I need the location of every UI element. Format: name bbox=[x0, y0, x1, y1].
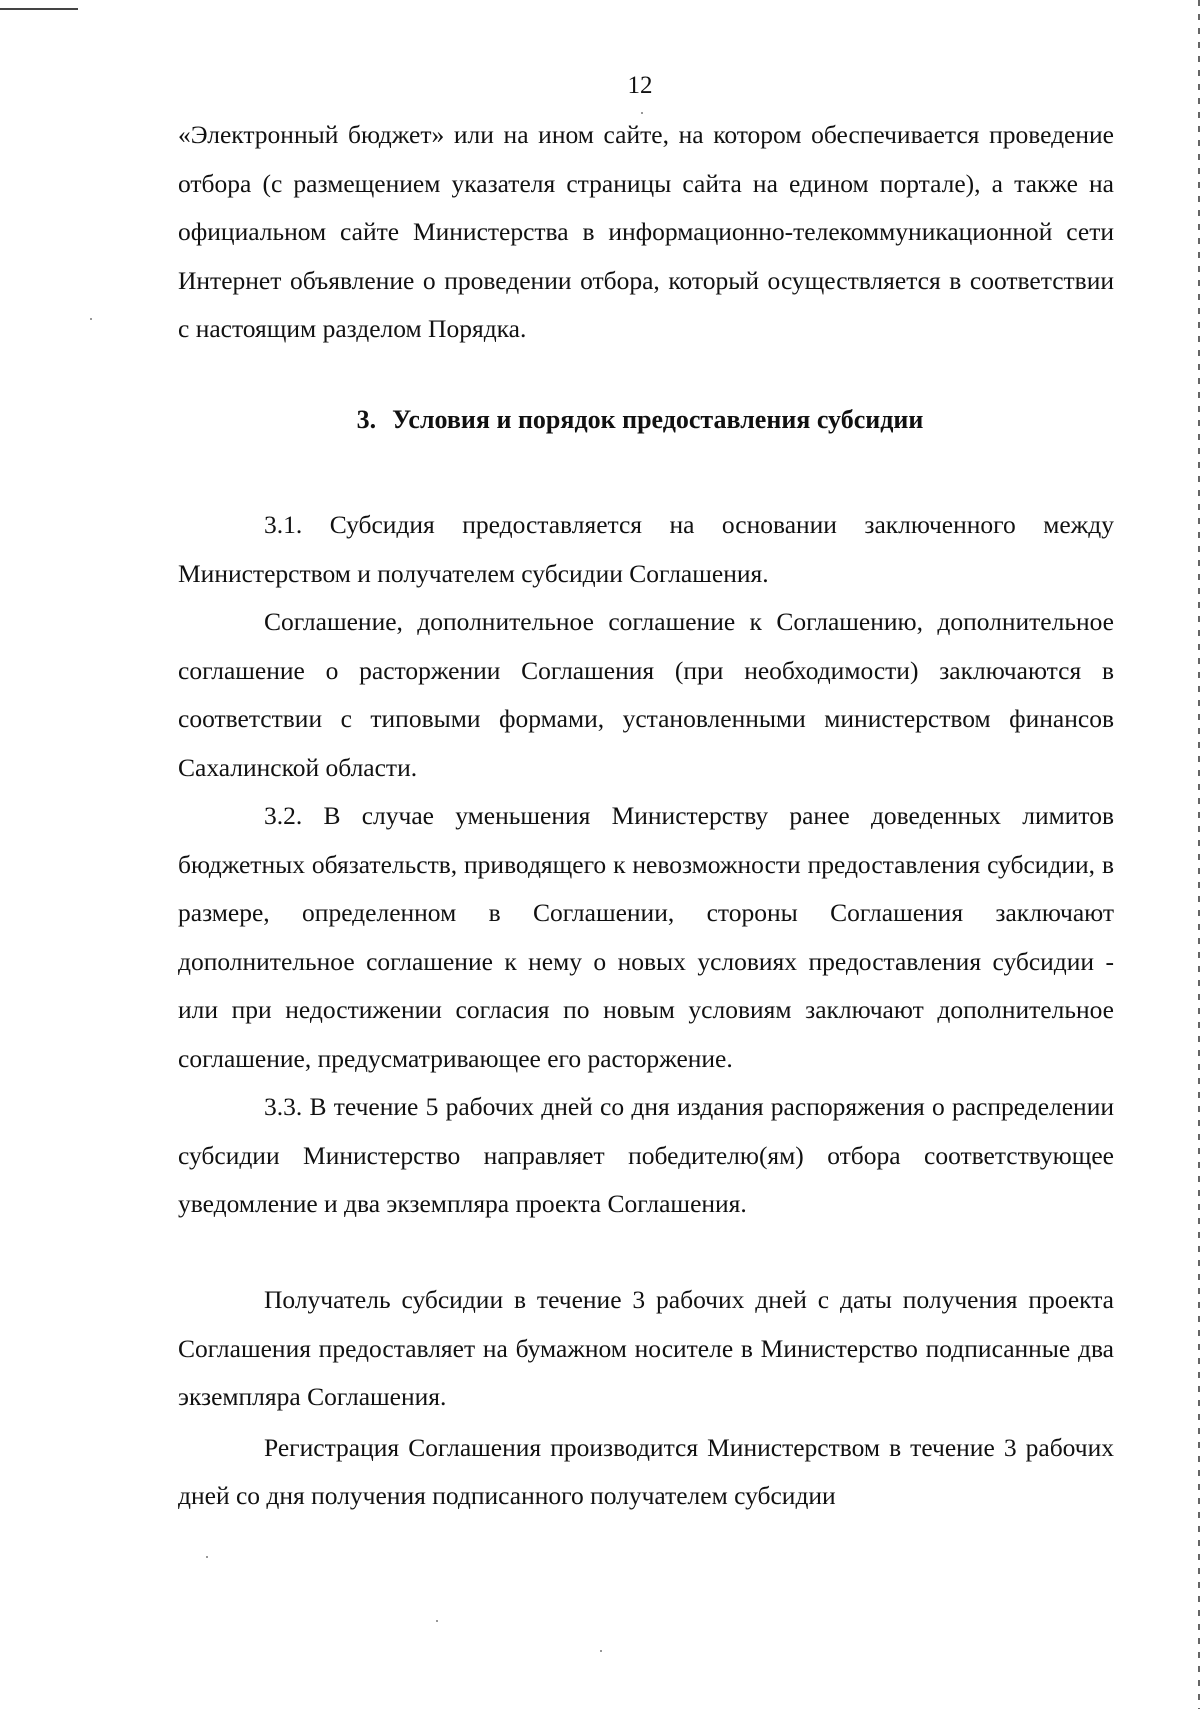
page-number: 12 bbox=[627, 72, 653, 99]
section-title: Условия и порядок предоставления субсидии bbox=[392, 405, 924, 434]
scan-speck bbox=[436, 1620, 438, 1622]
scan-speck bbox=[90, 318, 92, 320]
section-body bbox=[178, 501, 1114, 1229]
paragraph-recipient-signing: Получатель субсидии в течение 3 рабочих дней с даты получения проекта Соглашения предоставляет на бумажном носителе в Министерство подписанные два экземпляра Соглашения. bbox=[178, 1285, 1114, 1411]
paragraph-3-2: 3.2. В случае уменьшения Министерству ранее доведенных лимитов бюджетных обязательств, приводящего к невозможности предоставления субсидии, в размере, определенном в Соглашении, стороны Соглашения заключают дополнительное соглашение к нему о новых условиях предоставления субсидии - или при недостижении согласия по новым условиям заключают дополнительное соглашение, предусматривающее его расторжение. bbox=[178, 801, 1114, 1073]
paragraph-agreement-forms: Соглашение, дополнительное соглашение к Соглашению, дополнительное соглашение о расторжении Соглашения (при необходимости) заключаются в соответствии с типовыми формами, установленными министерством финансов Сахалинской области. bbox=[178, 607, 1114, 782]
paragraph-3-3: 3.3. В течение 5 рабочих дней со дня издания распоряжения о распределении субсидии Министерство направляет победителю(ям) отбора соответствующее уведомление и два экземпляра проекта Соглашения. bbox=[178, 1092, 1114, 1218]
paragraph-3-1: 3.1. Субсидия предоставляется на основании заключенного между Министерством и получателем субсидии Соглашения. bbox=[178, 510, 1114, 588]
scan-speck bbox=[206, 1556, 208, 1558]
intro-paragraph: «Электронный бюджет» или на ином сайте, на котором обеспечивается проведение отбора (с размещением указателя страницы сайта на едином портале), а также на официальном сайте Министерства в информационно-телекоммуникационной сети Интернет объявление о проведении отбора, который осуществляется в соответствии с настоящим разделом Порядка. bbox=[178, 120, 1114, 343]
paragraph-registration: Регистрация Соглашения производится Министерством в течение 3 рабочих дней со дня получения подписанного получателем субсидии bbox=[178, 1432, 1114, 1510]
intro-block bbox=[178, 111, 1114, 354]
section-heading bbox=[0, 405, 1200, 435]
scan-edge-mark bbox=[0, 8, 78, 10]
section-body-continued bbox=[178, 1276, 1114, 1521]
scan-speck bbox=[600, 1650, 602, 1652]
section-number: 3. bbox=[356, 405, 377, 434]
